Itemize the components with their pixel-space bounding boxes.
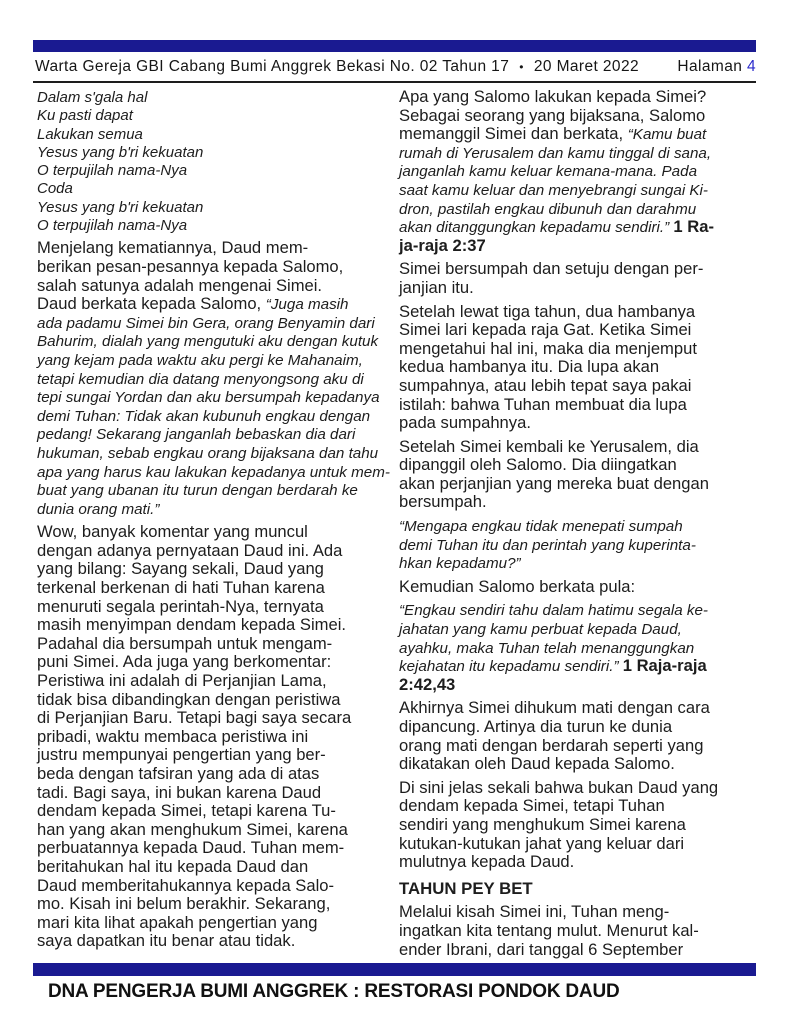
text-line: ender Ibrani, dari tanggal 6 September — [399, 939, 684, 959]
paragraph — [399, 88, 761, 255]
text-line: Akhirnya Simei dihukum mati dengan cara — [399, 698, 710, 718]
text-line: TAHUN PEY BET — [399, 878, 533, 898]
text-line: ayahku, maka Tuhan telah menanggungkan — [399, 639, 695, 657]
paragraph — [37, 239, 395, 518]
text-line: justru mempunyai pengertian yang ber- — [37, 745, 326, 765]
text-line: dunia orang mati.” — [37, 500, 160, 518]
text-line: Setelah lewat tiga tahun, dua hambanya — [399, 301, 696, 321]
text-line: berikan pesan-pesannya kepada Salomo, — [37, 256, 344, 276]
text-line: kejahatan itu kepadamu sendiri.” 1 Raja-raja — [399, 656, 707, 676]
text-line: dikatakan oleh Daud kepada Salomo. — [399, 754, 675, 774]
text-line: di Perjanjian Baru. Tetapi bagi saya secara — [37, 708, 352, 728]
paragraph — [399, 438, 761, 512]
footer-title: DNA PENGERJA BUMI ANGGREK : RESTORASI PONDOK DAUD — [48, 981, 620, 1002]
text-line: rumah di Yerusalem dan kamu tinggal di sana, — [399, 144, 712, 162]
text-line: janganlah kamu keluar kemana-mana. Pada — [399, 163, 698, 181]
text-line: dengan adanya pernyataan Daud ini. Ada — [37, 540, 343, 560]
page-number: 4 — [746, 58, 756, 75]
text-line: Simei lari kepada raja Gat. Ketika Simei — [399, 320, 692, 340]
text-line: hukuman, sebab engkau orang bijaksana dan tahu — [37, 444, 379, 462]
text-line: pedang! Sekarang janganlah bebaskan dia dari — [37, 426, 356, 444]
text-line: Yesus yang b'ri kekuatan — [37, 198, 204, 216]
text-line: salah satunya adalah mengenai Simei. — [37, 275, 323, 295]
paragraph — [37, 523, 395, 951]
page-number-label: Halaman — [677, 58, 747, 75]
text-line: mengetahui hal ini, maka dia menjemput — [399, 338, 697, 358]
text-line: Menjelang kematiannya, Daud mem- — [37, 238, 309, 258]
paragraph — [399, 578, 761, 597]
text-line: Yesus yang b'ri kekuatan — [37, 143, 204, 161]
paragraph — [399, 903, 761, 959]
text-line: orang mati dengan berdarah seperti yang — [399, 735, 704, 755]
column-left — [37, 88, 395, 951]
text-line: hkan kepadamu?” — [399, 555, 521, 573]
paragraph — [399, 779, 761, 872]
text-line: beda dengan tafsiran yang ada di atas — [37, 764, 320, 783]
header-rule — [33, 81, 756, 83]
text-line: ingatkan kita tentang mulut. Menurut kal- — [399, 920, 699, 940]
text-line: puni Simei. Ada juga yang berkomentar: — [37, 652, 332, 672]
text-line: mo. Kisah ini belum berakhir. Sekarang, — [37, 894, 331, 914]
text-line: ja-raja 2:37 — [399, 235, 486, 255]
paragraph — [399, 601, 761, 694]
text-line: Coda — [37, 180, 73, 198]
text-line: tidak bisa dibandingkan dengan peristiwa — [37, 689, 341, 709]
text-line: ada padamu Simei bin Gera, orang Benyamin dari — [37, 314, 375, 332]
text-line: Melalui kisah Simei ini, Tuhan meng- — [399, 902, 670, 922]
page-header — [35, 56, 756, 78]
text-line: sumpahnya, atau lebih tepat saya pakai — [399, 375, 692, 395]
text-line: pribadi, waktu membaca peristiwa ini — [37, 726, 309, 746]
text-line: “Mengapa engkau tidak menepati sumpah — [399, 518, 683, 536]
bullet-separator-icon: • — [519, 60, 524, 74]
text-line: akan ditanggungkan kepadamu sendiri.” 1 Ra- — [399, 217, 714, 237]
text-line: apa yang harus kau lakukan kepadanya untuk mem- — [37, 463, 390, 481]
text-line: Setelah Simei kembali ke Yerusalem, dia — [399, 436, 699, 456]
text-line: mari kita lihat apakah pengertian yang — [37, 912, 318, 932]
text-line: Wow, banyak komentar yang muncul — [37, 522, 308, 542]
text-line: O terpujilah nama-Nya — [37, 162, 188, 180]
text-line: bersumpah. — [399, 492, 487, 512]
header-bar — [33, 40, 756, 52]
text-line: demi Tuhan itu dan perintah yang kuperinta- — [399, 536, 696, 554]
text-line: tepi sungai Yordan dan aku bersumpah kepadanya — [37, 389, 380, 407]
text-line: Di sini jelas sekali bahwa bukan Daud yang — [399, 777, 719, 797]
text-line: kutukan-kutukan jahat yang keluar dari — [399, 833, 685, 853]
text-line: sendiri yang menghukum Simei karena — [399, 814, 686, 834]
text-line: yang kejam pada waktu aku pergi ke Mahanaim, — [37, 351, 363, 369]
text-line: Daud berkata kepada Salomo, “Juga masih — [37, 294, 349, 314]
newsletter-title: Warta Gereja GBI Cabang Bumi Anggrek Bekasi No. 02 Tahun 17 — [35, 58, 510, 75]
paragraph — [399, 303, 761, 433]
paragraph — [399, 517, 761, 573]
text-line: janjian itu. — [399, 277, 474, 297]
text-line: buat yang ubanan itu turun dengan berdarah ke — [37, 482, 358, 500]
section-heading — [399, 880, 761, 899]
text-line: Lakukan semua — [37, 125, 143, 143]
song-lyrics — [37, 88, 395, 234]
text-line: memanggil Simei dan berkata, “Kamu buat — [399, 124, 707, 144]
text-line: yang bilang: Sayang sekali, Daud yang — [37, 559, 324, 579]
text-line: tadi. Bagi saya, ini bukan karena Daud — [37, 782, 322, 802]
text-line: terkenal berkenan di hati Tuhan karena — [37, 578, 325, 598]
text-line: masih menyimpan dendam kepada Simei. — [37, 615, 346, 635]
text-line: dendam kepada Simei, tetapi Tuhan — [399, 796, 665, 816]
text-line: saya dapatkan itu benar atau tidak. — [37, 931, 296, 951]
text-line: dipanggil oleh Salomo. Dia diingatkan — [399, 455, 677, 475]
text-line: demi Tuhan: Tidak akan kubunuh engkau dengan — [37, 407, 371, 425]
text-line: Kemudian Salomo berkata pula: — [399, 576, 636, 596]
footer-bar — [33, 963, 756, 976]
text-line: jahatan yang kamu perbuat kepada Daud, — [399, 621, 682, 639]
text-line: dendam kepada Simei, tetapi karena Tu- — [37, 801, 336, 821]
header-left-group — [35, 58, 639, 76]
text-line: Peristiwa ini adalah di Perjanjian Lama, — [37, 671, 327, 691]
text-line: kedua hambanya itu. Dia lupa akan — [399, 357, 660, 377]
text-line: pada sumpahnya. — [399, 413, 531, 433]
text-line: Ku pasti dapat — [37, 107, 133, 125]
text-line: Daud memberitahukannya kepada Salo- — [37, 875, 335, 895]
text-line: dron, pastilah engkau dibunuh dan darahmu — [399, 200, 697, 218]
text-line: perbuatannya kepada Daud. Tuhan mem- — [37, 838, 345, 858]
text-line: O terpujilah nama-Nya — [37, 217, 188, 235]
text-line: Bahurim, dialah yang mengutuki aku dengan kutuk — [37, 333, 379, 351]
text-line: mulutnya kepada Daud. — [399, 852, 575, 872]
text-line: Simei bersumpah dan setuju dengan per- — [399, 259, 704, 279]
text-line: beritahukan hal itu kepada Daud dan — [37, 856, 309, 876]
text-line: Sebagai seorang yang bijaksana, Salomo — [399, 105, 706, 125]
text-line: Apa yang Salomo lakukan kepada Simei? — [399, 87, 707, 106]
text-line: Dalam s'gala hal — [37, 89, 148, 106]
paragraph — [399, 260, 761, 297]
text-line: istilah: bahwa Tuhan membuat dia lupa — [399, 394, 687, 414]
text-line: “Engkau sendiri tahu dalam hatimu segala ke- — [399, 602, 708, 620]
text-line: dipancung. Artinya dia turun ke dunia — [399, 717, 673, 736]
text-line: Padahal dia bersumpah untuk mengam- — [37, 633, 333, 653]
text-line: menuruti segala perintah-Nya, ternyata — [37, 596, 324, 616]
issue-date: 20 Maret 2022 — [533, 58, 639, 75]
text-line: akan perjanjian yang mereka buat dengan — [399, 473, 709, 493]
text-line: tetapi kemudian dia datang menyongsong aku di — [37, 370, 364, 388]
page-number-group — [677, 58, 756, 76]
paragraph — [399, 699, 761, 773]
column-right — [399, 88, 761, 959]
text-line: 2:42,43 — [399, 674, 456, 694]
text-line: saat kamu keluar dan menyebrangi sungai Ki- — [399, 181, 708, 199]
text-line: han yang akan menghukum Simei, karena — [37, 819, 348, 839]
